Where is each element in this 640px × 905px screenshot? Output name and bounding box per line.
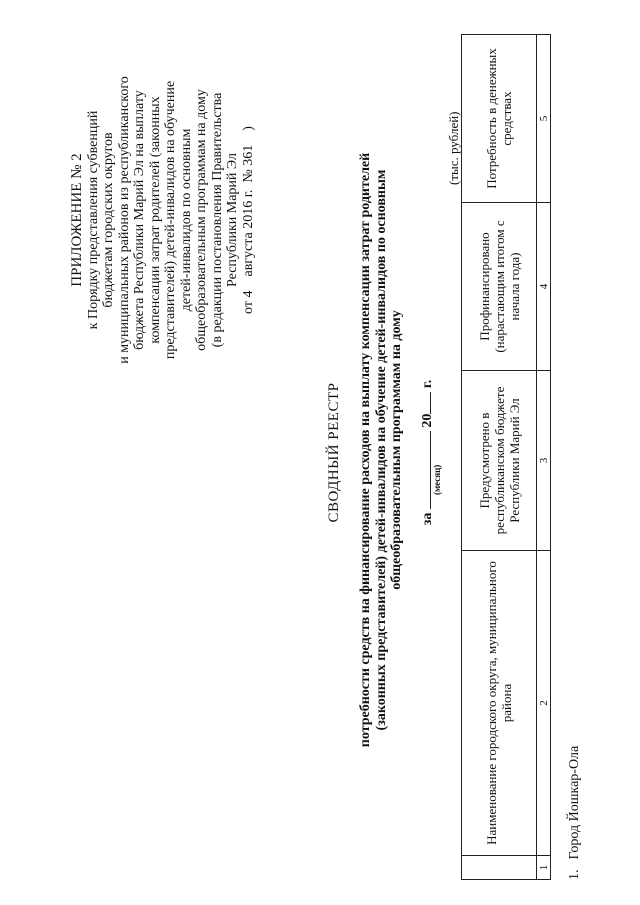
registry-table [461,34,551,880]
registry-title: СВОДНЫЙ РЕЕСТР [326,382,342,523]
appendix-line: бюджетам городских округов [101,132,116,308]
appendix-line: представителей) детей-инвалидов на обучение [163,80,178,360]
period-suffix: г. [420,379,435,389]
column-number: 3 [537,371,551,551]
subtitle-line: общеобразовательным программам на дому [389,310,404,590]
table-header-cell: Наименование городского округа, муниципального района [462,551,537,856]
month-blank [418,431,431,509]
subtitle-line: (законных представителей) детей-инвалидов на обучение детей-инвалидов по основным [373,169,389,731]
table-header-row [462,35,537,880]
column-number: 1 [537,856,551,880]
units-label: (тыс. рублей) [446,111,461,185]
table-header-cell: Потребность в денежных средствах [462,35,537,203]
period-year-prefix: 20 [420,413,435,428]
appendix-line: Республики Марий Эл [225,153,240,287]
appendix-title: ПРИЛОЖЕНИЕ № 2 [69,153,85,287]
table-header-cell [462,856,537,880]
appendix-line: детей-инвалидов по основным [178,128,194,312]
appendix-line: бюджета Республики Марий Эл на выплату [132,90,147,350]
subtitle-line: потребности средств на финансирование расходов на выплату компенсации затрат родителей [358,152,373,748]
month-hint: (месяц) [432,464,442,495]
column-number: 2 [537,551,551,856]
appendix-line: компенсации затрат родителей (законных [147,96,163,344]
appendix-line: от 4 августа 2016 г. № 361 ) [240,126,256,314]
row-name: Город Йошкар-Ола [567,745,582,860]
column-number: 4 [537,203,551,371]
table-header-cell: Предусмотрено в республиканском бюджете Республики Марий Эл [462,371,537,551]
appendix-block [70,40,256,400]
column-number: 5 [537,35,551,203]
period-line [418,0,436,905]
table-header-cell: Профинансировано (нарастающим итогом с начала года) [462,203,537,371]
appendix-line: общеобразовательным программам на дому [194,89,209,351]
column-number-row [537,35,551,880]
appendix-line: к Порядку представления субвенций [85,110,101,330]
year-blank [418,392,431,414]
table-row [567,736,583,880]
appendix-line: и муниципальных районов из республиканского [116,76,132,364]
period-prefix: за [420,512,435,526]
appendix-line: (в редакции постановления Правительства [209,92,225,348]
registry-subtitle [358,65,405,835]
row-number: 1. [567,869,582,880]
